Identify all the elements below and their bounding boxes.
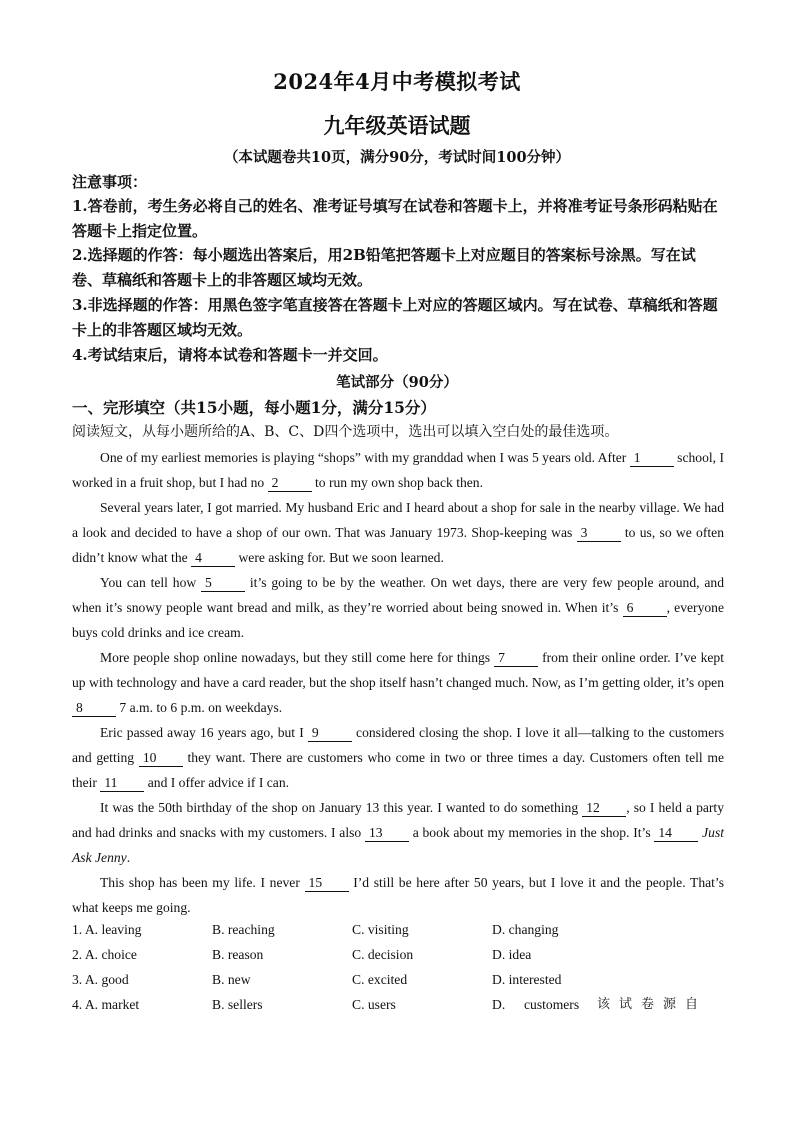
passage-text: This shop has been my life. I never <box>100 875 300 890</box>
passage-text: It was the 50th birthday of the shop on January 13 this year. I wanted to do something <box>100 800 579 815</box>
notice-item-4: 4.考试结束后，请将本试卷和答题卡一并交回。 <box>72 346 388 364</box>
passage-text: were asking for. But we soon learned. <box>238 550 444 565</box>
option-c: C. users <box>352 997 396 1012</box>
passage-text: , so I held a party and had drinks and snacks with my customers. I also <box>72 800 724 840</box>
passage-paragraph-6 <box>72 795 724 870</box>
blank-6: 6 <box>623 600 667 617</box>
blank-13: 13 <box>365 825 409 842</box>
option-b: B. reason <box>212 947 264 962</box>
passage-text: it’s going to be by the weather. On wet days, there are very few people around, and when it’s snowy people want bread and milk, as they’re worried about being snowed in. When it’s <box>72 575 724 615</box>
passage-text: to us, so we often didn’t know what the <box>72 525 724 565</box>
notice-item-2: 2.选择题的作答：每小题选出答案后，用2B铅笔把答题卡上对应题目的答案标号涂黑。写在试卷、草稿纸和答题卡上的非答题区域均无效。 <box>72 246 696 289</box>
option-b: B. new <box>212 972 251 987</box>
passage-paragraph-3 <box>72 570 724 645</box>
book-title: Just Ask Jenny <box>72 825 725 865</box>
passage-text: considered closing the shop. I love it all—talking to the customers and getting <box>72 725 724 765</box>
blank-9: 9 <box>308 725 352 742</box>
passage-text: from their online order. I’ve kept up with technology and have a card reader, but the shop itself hasn’t changed much. Now, as I’m getting older, it’s open <box>72 650 724 690</box>
passage-text: Several years later, I got married. My husband Eric and I heard about a shop for sale in the nearby village. We had a look and decided to have a shop of our own. That was January 1973. Shop-keeping was <box>72 500 724 540</box>
option-d: D. <box>492 997 506 1012</box>
exam-title: 2024年4月中考模拟考试 <box>273 69 521 94</box>
passage-text: One of my earliest memories is playing “shops” with my granddad when I was 5 years old. After <box>100 450 627 465</box>
passage-paragraph-4 <box>72 645 724 720</box>
blank-10: 10 <box>139 750 183 767</box>
passage-text: Eric passed away 16 years ago, but I <box>100 725 304 740</box>
blank-15: 15 <box>305 875 349 892</box>
option-c: C. excited <box>352 972 408 987</box>
passage-paragraph-1 <box>72 445 724 495</box>
option-c: C. visiting <box>352 922 409 937</box>
passage-paragraph-7 <box>72 870 724 920</box>
notice-item-3: 3.非选择题的作答：用黑色签字笔直接答在答题卡上对应的答题区域内。写在试卷、草稿纸和答题卡上的非答题区域均无效。 <box>72 296 718 339</box>
section-title: 一、完形填空（共15小题，每小题1分，满分15分） <box>72 398 436 417</box>
blank-4: 4 <box>191 550 235 567</box>
blank-2: 2 <box>268 475 312 492</box>
part-title: 笔试部分（90分） <box>336 374 458 391</box>
option-b: B. sellers <box>212 997 263 1012</box>
passage-text: school, I worked in a fruit shop, but I had no <box>72 450 724 490</box>
exam-subtitle: 九年级英语试题 <box>323 113 471 138</box>
option-d: D. interested <box>492 972 562 987</box>
passage-text: 7 a.m. to 6 p.m. on weekdays. <box>119 700 283 715</box>
passage-text: they want. There are customers who come in two or three times a day. Customers often tell me their <box>72 750 724 790</box>
blank-11: 11 <box>100 775 144 792</box>
blank-1: 1 <box>630 450 674 467</box>
answer-options <box>72 920 724 1020</box>
notice-item-1: 1.答卷前，考生务必将自己的姓名、准考证号填写在试卷和答题卡上，并将准考证号条形码粘贴在答题卡上指定位置。 <box>72 197 718 240</box>
option-d: D. changing <box>492 922 559 937</box>
option-a: 2. A. choice <box>72 947 137 962</box>
passage-text: and I offer advice if I can. <box>147 775 290 790</box>
exam-info: （本试题卷共10页，满分90分，考试时间100分钟） <box>223 149 571 166</box>
cloze-passage <box>72 445 724 920</box>
option-row-3 <box>72 970 724 995</box>
passage-paragraph-5 <box>72 720 724 795</box>
blank-12: 12 <box>582 800 626 817</box>
passage-text: a book about my memories in the shop. It’s <box>412 825 651 840</box>
blank-5: 5 <box>201 575 245 592</box>
passage-text: to run my own shop back then. <box>314 475 483 490</box>
source-note: 该试卷源自 <box>597 997 708 1012</box>
option-d-text: customers <box>524 997 580 1012</box>
option-d: D. idea <box>492 947 532 962</box>
notice-heading: 注意事项： <box>72 173 148 191</box>
passage-text: I’d still be here after 50 years, but I love it and the people. That’s what keeps me going. <box>72 875 724 915</box>
option-row-4 <box>72 995 724 1020</box>
passage-paragraph-2 <box>72 495 724 570</box>
passage-text: , everyone buys cold drinks and ice cream. <box>72 600 724 640</box>
option-row-2 <box>72 945 724 970</box>
option-b: B. reaching <box>212 922 275 937</box>
passage-text: More people shop online nowadays, but they still come here for things <box>100 650 491 665</box>
option-row-1 <box>72 920 724 945</box>
section-instruction: 阅读短文，从每小题所给的A、B、C、D四个选项中，选出可以填入空白处的最佳选项。 <box>72 424 619 440</box>
passage-text: . <box>126 850 131 865</box>
option-a: 3. A. good <box>72 972 129 987</box>
blank-3: 3 <box>577 525 621 542</box>
blank-7: 7 <box>494 650 538 667</box>
passage-text: You can tell how <box>100 575 197 590</box>
option-a: 1. A. leaving <box>72 922 142 937</box>
blank-14: 14 <box>654 825 698 842</box>
option-c: C. decision <box>352 947 414 962</box>
option-a: 4. A. market <box>72 997 140 1012</box>
blank-8: 8 <box>72 700 116 717</box>
